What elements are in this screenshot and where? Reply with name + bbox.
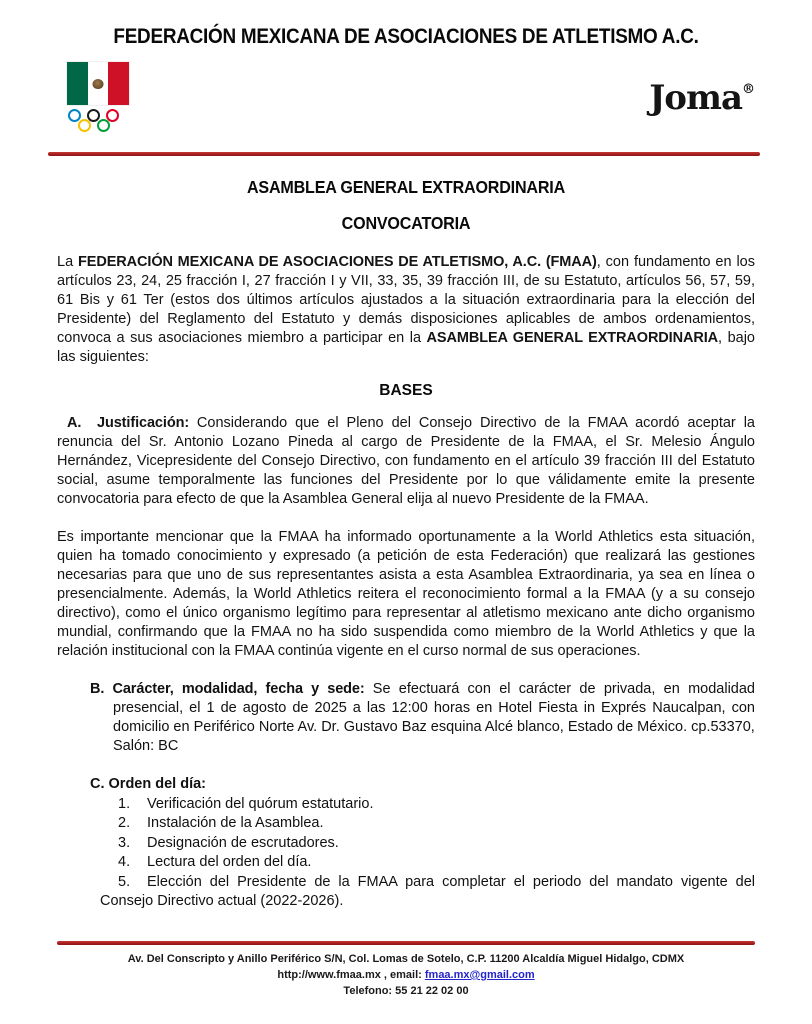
salon-line: Salón: BC [113, 738, 179, 754]
agenda-item-3 [118, 834, 755, 854]
spacer [57, 509, 755, 528]
agenda-text: Verificación del quórum estatutario. [147, 795, 374, 812]
footer-address: Av. Del Conscripto y Anillo Periférico S/N, Col. Lomas de Sotelo, C.P. 11200 Alcaldía Miguel Hidalgo, CDMX [127, 953, 685, 965]
agenda-number: 5. [118, 873, 131, 890]
footer [57, 951, 755, 999]
agenda-item-4 [118, 853, 755, 873]
joma-logo-text: Joma [649, 78, 742, 118]
convocatoria-title: CONVOCATORIA [341, 213, 471, 233]
olympic-ring-green [97, 119, 110, 132]
agenda-item-1 [118, 795, 755, 815]
fmaa-logo [67, 62, 129, 138]
agenda-number: 1. [118, 795, 131, 812]
agenda-number: 2. [118, 815, 131, 831]
footer-phone: Telefono: 55 21 22 02 00 [343, 985, 469, 997]
email-link[interactable]: fmaa.mx@gmail.com [424, 969, 535, 981]
flag-green-stripe [67, 62, 88, 105]
section-c [57, 775, 755, 912]
mexico-flag-icon [67, 62, 129, 105]
red-divider-top [48, 152, 760, 156]
assembly-title: ASAMBLEA GENERAL EXTRAORDINARIA [246, 177, 566, 197]
olympic-rings-icon [68, 109, 124, 138]
agenda-item-2 [118, 814, 755, 834]
flag-eagle-emblem-icon [93, 79, 104, 89]
header-logos [57, 59, 755, 143]
footer-web-line [57, 967, 755, 983]
red-divider-bottom [57, 941, 755, 945]
section-b-paragraph: B. Carácter, modalidad, fecha y sede: Se efectuará con el carácter de privada, en modalidad presencial, el 1 de agosto de 2025 a las 12:00 horas en Hotel Fiesta in Exprés Naucalpan, con domicilio en Periférico Norte Av. Dr. Gustavo Baz esquina Alcé blanco, Estado de México. cp.53370, [90, 681, 755, 735]
section-b [90, 680, 755, 756]
spacer [57, 661, 755, 680]
agenda-text: Elección del Presidente de la FMAA para completar el periodo del mandato vigente del Consejo Directivo actual (2022-2026). [100, 873, 755, 909]
joma-logo [649, 78, 755, 118]
organization-title: FEDERACIÓN MEXICANA DE ASOCIACIONES DE ATLETISMO A.C. [113, 24, 699, 48]
olympic-ring-yellow [78, 119, 91, 132]
bases-heading: BASES [379, 382, 433, 399]
agenda-number: 3. [118, 834, 131, 851]
world-athletics-paragraph: Es importante mencionar que la FMAA ha informado oportunamente a la World Athletics esta situación, quien ha tomado conocimiento y expresado (a petición de esta Federación) que realizará las gestiones necesarias para que uno de sus representantes asista a esta Asamblea Extraordinaria, ya sea en línea o presencialmente. Además, la World Athletics reitera el reconocimiento formal a la FMAA (y a su consejo directivo), como el único organismo legítimo para representar al atletismo mexicano ante dicho organismo mundial, confirmando que la FMAA no ha sido suspendida como miembro de la World Athletics y que la relación institucional con la FMAA continúa vigente en el curso normal de sus operaciones. [57, 529, 755, 659]
agenda-text: Lectura del orden del día. [147, 854, 312, 870]
agenda-text: Designación de escrutadores. [147, 834, 339, 851]
flag-red-stripe [108, 62, 129, 105]
agenda-text: Instalación de la Asamblea. [147, 815, 324, 831]
agenda-number: 4. [118, 854, 131, 870]
section-a-paragraph: A. Justificación: Considerando que el Pleno del Consejo Directivo de la FMAA acordó aceptar la renuncia del Sr. Antonio Lozano Pineda al cargo de Presidente de la FMAA, el Sr. Melesio Ángulo Hernández, Vicepresidente del Consejo Directivo, con fundamento en el artículo 39 fracción III del Estatuto social, asume temporalmente las funciones del Presidente por lo que válidamente emite la presente convocatoria para efecto de que la Asamblea General elija al nuevo Presidente de la FMAA. [57, 415, 755, 507]
intro-paragraph: La FEDERACIÓN MEXICANA DE ASOCIACIONES DE ATLETISMO, A.C. (FMAA), con fundamento en los artículos 23, 24, 25 fracción I, 27 fracción I y VII, 33, 35, 39 fracción III, de su Estatuto, artículos 56, 57, 59, 61 Bis y 61 Ter (estos dos últimos artículos ajustados a la situación extraordinaria para la elección del Presidente) del Reglamento del Estatuto y demás disposiciones aplicables de ambos ordenamientos, convoca a sus asociaciones miembro a participar en la ASAMBLEA GENERAL EXTRAORDINARIA, bajo las siguientes: [57, 254, 755, 365]
registered-trademark-icon: ® [742, 82, 755, 97]
agenda-item-5 [100, 873, 755, 912]
section-c-heading: C. Orden del día: [90, 776, 207, 792]
flag-white-stripe [88, 62, 109, 105]
footer-web-prefix: http://www.fmaa.mx , email: [277, 969, 425, 981]
